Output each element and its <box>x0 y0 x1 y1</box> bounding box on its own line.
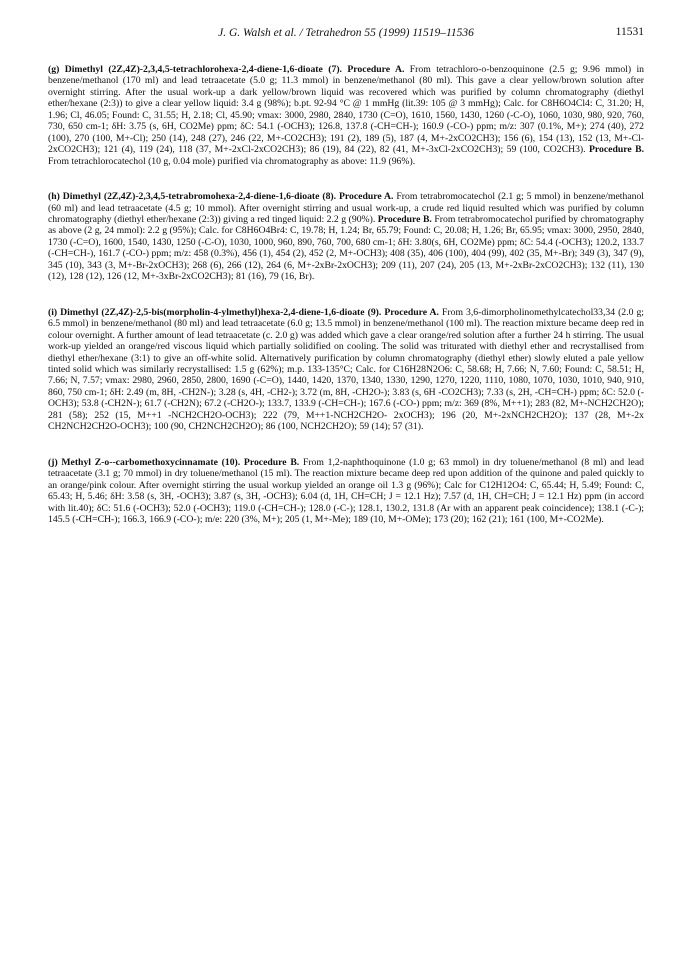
experimental-section <box>48 64 644 549</box>
procedure-b-label: Procedure B. <box>377 213 432 225</box>
entry-heading: (g) Dimethyl (2Z,4Z)-2,3,4,5-tetrachlorohexa-2,4-diene-1,6-dioate (7). <box>48 64 342 75</box>
entry-h-tetrabromo-diester <box>48 191 644 283</box>
procedure-b-text: From tetrabromocatechol purified by chromatography as above (2 g, 24 mmol): 2.2 g (95%); Calc. for C8H6O4Br4: C, 19.78; H, 1.24; Br, 65.79; Found: C, 20.08; H, 1.26; Br, 65.95; vmax: 3000, 2950, 2840, 1730 (-C=O), 1600, 1540, 1430, 1250 (-C-O), 1030, 1000, 960, 890, 760, 700, 680 cm-1; δH: 3.80(s, 6H, CO2Me) ppm; δC: 54.4 (-OCH3); 120.2, 133.7 (-CH=CH-), 161.7 (-CO-) ppm; m/z: 458 (0.3%), 456 (1), 454 (2), 452 (2, M+-OCH3); 408 (35), 406 (100), 404 (99), 402 (35, M+-Br); 349 (3), 347 (9), 345 (10), 343 (3, M+-Br-2xOCH3); 268 (6), 266 (12), 264 (6, M+-2xBr-2xOCH3); 209 (11), 207 (24), 205 (13, M+-2xBr-2xCO2CH3); 132 (11), 130 (12), 128 (12), 126 (12, M+-3xBr-2xCO2CH3); 81 (16), 79 (16, Br). <box>48 213 645 283</box>
entry-i-morpholinylmethyl-diester <box>48 307 644 433</box>
entry-heading: (j) Methyl Z-o--carbomethoxycinnamate (10). <box>48 456 241 468</box>
entry-g-tetrachloro-diester <box>48 64 644 167</box>
procedure-b-text: From 1,2-naphthoquinone (1.0 g; 63 mmol) in dry toluene/methanol (8 ml) and lead tetraacetate (3.1 g; 70 mmol) in dry toluene/methanol (15 ml). The reaction mixture became deep red upon addition of the quinone and paled quickly to an orange/pink colour. After overnight stirring the usual workup yielded an orange oil 1.3 g (96%); Calc for C12H12O4: C, 65.44; H, 5.49; Found: C, 65.43; H, 5.46; δH: 3.58 (s, 3H, -OCH3); 3.87 (s, 3H, -OCH3); 6.04 (d, 1H, CH=CH; J = 12.1 Hz); 7.57 (d, 1H, CH=CH; J = 12.1 Hz) ppm (in accord with lit.40); δC: 51.6 (-OCH3); 52.0 (-OCH3); 119.0 (-CH=CH-); 128.0 (-C-); 128.1, 130.2, 131.8 (Ar with an apparent peak coincidence); 138.1 (-C-); 145.5 (-CH=CH-); 166.3, 166.9 (-CO-); m/e: 220 (3%, M+); 205 (1, M+-Me); 189 (10, M+-OMe); 173 (20); 162 (21); 161 (100, M+-CO2Me). <box>48 456 644 525</box>
procedure-a-text: From tetrachloro-o-benzoquinone (2.5 g; 9.96 mmol) in benzene/methanol (170 ml) and lead tetraacetate (5.0 g; 11.3 mmol) in benzene/methanol (80 ml). This gave a clear yellow/brown solution after overnight stirring. After the usual work-up a dark yellow/brown liquid was recovered which was purified by column chromatography (diethyl ether/hexane (2:3)) to give a clear yellow liquid: 3.4 g (98%); b.pt. 92-94 °C @ 1 mmHg (lit.39: 105 @ 3 mmHg); Calc. for C8H6O4Cl4: C, 31.20; H, 1.96; Cl, 46.05; Found: C, 31.55; H, 2.18; Cl, 45.90; vmax: 3000, 2980, 2840, 1730 (C=O), 1610, 1560, 1430, 1260 (-C-O), 1060, 1030, 980, 920, 760, 730, 650 cm-1; δH: 3.75 (s, 6H, CO2Me) ppm; δC: 54.1 (-OCH3); 126.8, 137.8 (-CH=CH-); 160.9 (-CO-) ppm; m/z: 307 (0.1%, M+); 274 (40), 272 (100), 270 (100, M+-Cl); 250 (14), 248 (27), 246 (22, M+-CO2CH3); 191 (2), 189 (5), 187 (4, M+-2xCO2CH3); 156 (6), 154 (13), 152 (13, M+-Cl-2xCO2CH3); 121 (4), 119 (24), 118 (37, M+-2xCl-2xCO2CH3); 86 (19), 84 (22), 82 (41, M+-3xCl-2xCO2CH3); 59 (100, CO2CH3). <box>48 64 645 156</box>
procedure-b-label: Procedure B. <box>243 456 300 468</box>
procedure-a-text: From 3,6-dimorpholinomethylcatechol33,34 (2.0 g; 6.5 mmol) in benzene/methanol (80 ml) and lead tetraacetate (6.0 g; 13.5 mmol) in benzene/methanol (100 ml). The reaction mixture became deep red in colour overnight. A further amount of lead tetraacetate (c. 2.0 g) was added which gave a clear orange/red solution after a further 24 h stirring. The usual work-up yielded an orange/red viscous liquid which partially solidified on cooling. The solid was triturated with diethyl ether and recrystallised from diethyl ether/hexane (3:1) to give an off-white solid. Alternatively purification by column chromatography (diethyl ether) slowly eluted a pale yellow tinted solid which was similarly recrystallised: 1.5 g (62%); m.p. 133-135°C; Calc. for C16H28N2O6: C, 58.68; H, 7.66; N, 7.60; Found: C, 58.51; H, 7.66; N, 7.57; vmax: 2980, 2960, 2850, 2800, 1690 (-C=O), 1440, 1420, 1370, 1340, 1330, 1290, 1270, 1220, 1110, 1080, 1070, 1030, 1010, 940, 910, 860, 750 cm-1; δH: 2.49 (m, 8H, -CH2N-); 3.28 (s, 4H, -CH2-); 3.72 (m, 8H, -CH2O-); 3.83 (s, 6H -CO2CH3); 7.33 (s, 2H, -CH=CH-) ppm; δC: 52.0 (-OCH3); 53.8 (-CH2N-); 61.7 (-CH2N); 67.2 (-CH2O-); 133.7, 133.9 (-CH=CH-); 167.6 (-CO-) ppm; m/z: 369 (8%, M++1); 283 (82, M+-NCH2CH2O); 281 (58); 252 (15, M++1 -NCH2CH2O-OCH3); 222 (79, M++1-NCH2CH2O- 2xOCH3); 196 (20, M+-2xNCH2CH2O); 137 (28, M+-2x CH2NCH2CH2O-OCH3); 100 (90, CH2NCH2CH2O); 86 (100, NCH2CH2O); 59 (14); 57 (31). <box>48 306 644 433</box>
procedure-a-label: Procedure A. <box>338 191 394 203</box>
procedure-a-label: Procedure A. <box>347 64 405 75</box>
procedure-b-label: Procedure B. <box>589 144 644 156</box>
procedure-a-label: Procedure A. <box>384 306 439 318</box>
procedure-a-text: From tetrabromocatechol (2.1 g; 5 mmol) in benzene/methanol (60 ml) and lead tetraacetate (4.5 g; 10 mmol). After overnight stirring and usual work-up, a crude red liquid resulted which was purified by column chromatography (diethyl ether/hexane (2:3)) giving a red tinged liquid: 2.2 g (90%). <box>48 191 645 225</box>
running-head: J. G. Walsh et al. / Tetrahedron 55 (1999) 11519–11536 <box>218 27 474 39</box>
procedure-b-text: From tetrachlorocatechol (10 g, 0.04 mole) purified via chromatography as above: 11.9 (96%). <box>48 155 416 167</box>
entry-j-carbomethoxycinnamate <box>48 457 644 526</box>
page-number: 11531 <box>615 26 644 38</box>
entry-heading: (h) Dimethyl (2Z,4Z)-2,3,4,5-tetrabromohexa-2,4-diene-1,6-dioate (8). <box>48 191 337 203</box>
entry-heading: (i) Dimethyl (2Z,4Z)-2,5-bis(morpholin-4-ylmethyl)hexa-2,4-diene-1,6-dioate (9). <box>48 306 382 318</box>
